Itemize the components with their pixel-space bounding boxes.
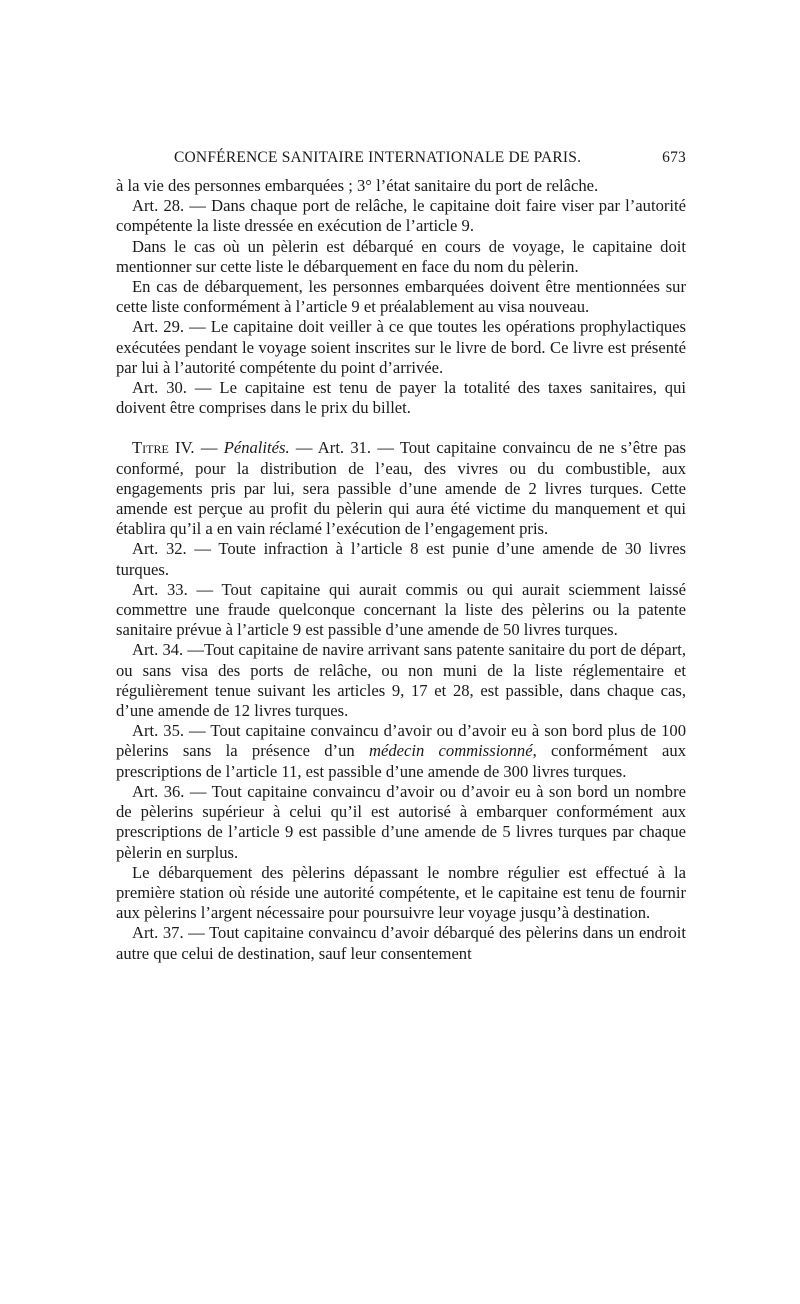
paragraph: Dans le cas où un pèlerin est débarqué en cours de voyage, le capitaine doit mentionner sur cette liste le débarquement en face du nom du pèlerin. <box>116 236 686 276</box>
paragraph-art-34: Art. 34. —Tout capitaine de navire arrivant sans patente sanitaire du port de départ, ou sans visa des ports de relâche, ou non muni de la liste réglementaire et régulièrement tenue suivant les articles 9, 17 et 28, est passible, dans chaque cas, d’une amende de 12 livres turques. <box>116 640 686 721</box>
paragraph: Le débarquement des pèlerins dépassant le nombre régulier est effectué à la première station où réside une autorité compétente, et le capitaine est tenu de fournir aux pèlerins l’argent nécessaire pour poursuivre leur voyage jusqu’à destination. <box>116 862 686 923</box>
art-35-italic: médecin commissionné <box>368 741 533 761</box>
art-35-text-before: Art. 35. — Tout capitaine convaincu d’avoir ou d’avoir eu à son bord plus de 100 pèlerins sans la présence d’un <box>116 721 686 761</box>
titre-label: Titre IV. <box>132 438 195 458</box>
paragraph-art-29: Art. 29. — Le capitaine doit veiller à ce que toutes les opérations prophylactiques exécutées pendant le voyage soient inscrites sur le livre de bord. Ce livre est présenté par lui à l’autorité compétente du point d’arrivée. <box>116 317 686 377</box>
section-heading-penalites: Pénalités. <box>223 438 290 458</box>
paragraph-art-33: Art. 33. — Tout capitaine qui aurait commis ou qui aurait sciemment laissé commettre une fraude quelconque concernant la liste des pèlerins ou la patente sanitaire prévue à l’article 9 est passible d’une amende de 50 livres turques. <box>116 579 686 640</box>
paragraph: En cas de débarquement, les personnes embarquées doivent être mentionnées sur cette liste conformément à l’article 9 et préalablement au visa nouveau. <box>116 277 686 317</box>
paragraph-art-28: Art. 28. — Dans chaque port de relâche, le capitaine doit faire viser par l’autorité compétente la liste dressée en exécution de l’article 9. <box>116 196 686 236</box>
titre-iv-paragraph <box>116 438 686 539</box>
titre-dash: — <box>194 438 224 458</box>
running-head <box>116 146 686 168</box>
paragraph-art-35 <box>116 721 686 782</box>
running-head-title: CONFÉRENCE SANITAIRE INTERNATIONALE DE PARIS. <box>174 149 582 166</box>
document-page <box>116 146 686 964</box>
paragraph-art-32: Art. 32. — Toute infraction à l’article 8 est punie d’une amende de 30 livres turques. <box>116 539 686 579</box>
paragraph-art-30: Art. 30. — Le capitaine est tenu de payer la totalité des taxes sanitaires, qui doivent être comprises dans le prix du billet. <box>116 378 686 418</box>
paragraph-art-37: Art. 37. — Tout capitaine convaincu d’avoir débarqué des pèlerins dans un endroit autre que celui de destination, sauf leur consentement <box>116 923 686 963</box>
page-number: 673 <box>662 149 686 166</box>
paragraph-art-36: Art. 36. — Tout capitaine convaincu d’avoir ou d’avoir eu à son bord un nombre de pèlerins supérieur à celui qu’il est autorisé à embarquer conformément aux prescriptions de l’article 9 est passible d’une amende de 5 livres turques par chaque pèlerin en surplus. <box>116 781 686 862</box>
section-gap <box>116 418 686 438</box>
paragraph: à la vie des personnes embarquées ; 3° l’état sanitaire du port de relâche. <box>116 176 599 195</box>
art-35-text-after: , conformément aux prescriptions de l’article 11, est passible d’une amende de 300 livres turques. <box>116 741 686 781</box>
art-31-text: — Art. 31. — Tout capitaine convaincu de ne s’être pas conformé, pour la distribution de l’eau, des vivres ou du combustible, aux engagements pris par lui, sera passible d’une amende de 2 livres turques. Cette amende est perçue au profit du pèlerin qui aura été victime du manquement et qui établira qu’il a en vain réclamé l’exécution de l’engagement pris. <box>116 438 687 539</box>
